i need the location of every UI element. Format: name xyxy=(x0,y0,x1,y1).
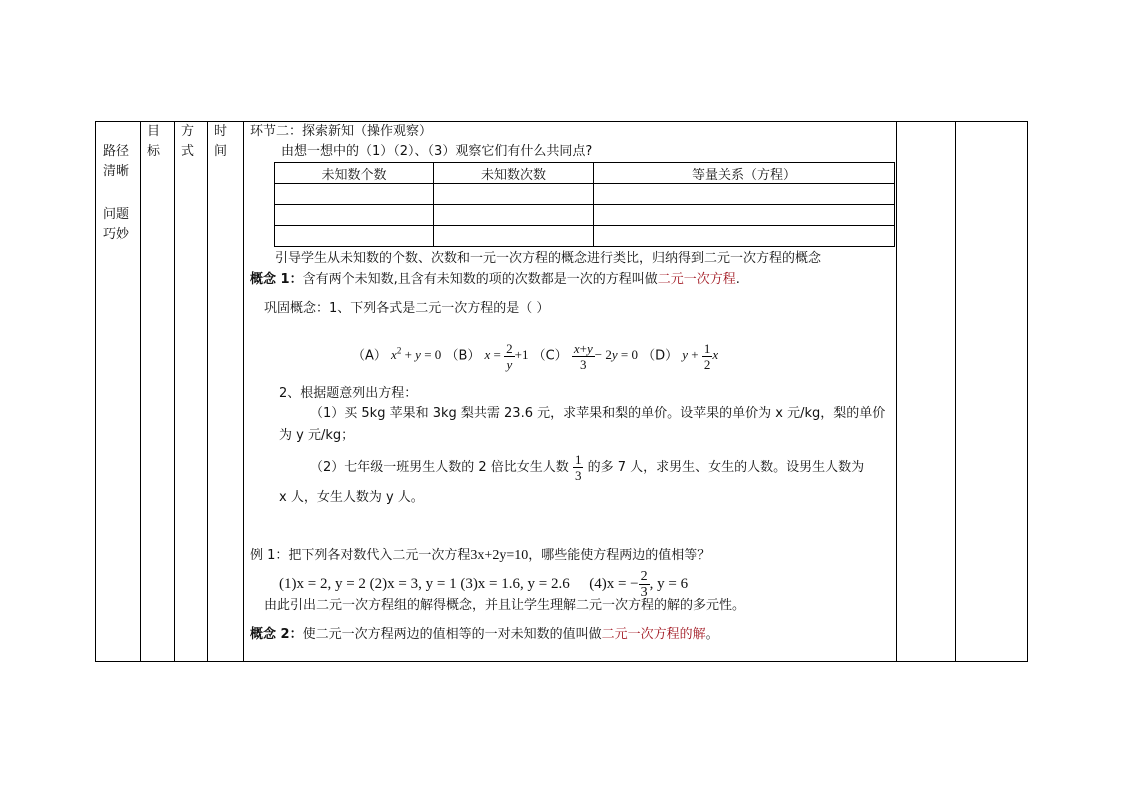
col-border-6 xyxy=(955,121,956,662)
col-border-3 xyxy=(207,121,208,662)
left-col-line3: 问题 xyxy=(103,207,130,222)
q2-2-line2: x 人，女生人数为 y 人。 xyxy=(279,490,424,505)
q2-1-line1: （1）买 5kg 苹果和 3kg 梨共需 23.6 元，求苹果和梨的单价。设苹果的单价为 x 元/kg，梨的单价 xyxy=(310,406,886,421)
obs-cell xyxy=(594,184,895,205)
obs-cell xyxy=(434,226,594,247)
concept1-end: . xyxy=(735,272,740,287)
q2-1-line2: 为 y 元/kg； xyxy=(279,428,355,443)
obs-cell xyxy=(275,226,434,247)
option-d-expr: y + $\frac{1}{2}$ x xyxy=(682,340,719,372)
concept1 xyxy=(250,271,740,289)
goal-header-1: 目 xyxy=(147,124,161,139)
col-border-5 xyxy=(896,121,897,662)
concept2 xyxy=(250,626,719,644)
lead-text: 由此引出二元一次方程组的解得概念，并且让学生理解二元一次方程的解的多元性。 xyxy=(264,598,746,613)
obs-cell xyxy=(594,205,895,226)
concept1-label: 概念 1： xyxy=(250,272,303,287)
example1 xyxy=(250,547,710,565)
options-row xyxy=(352,330,718,372)
section-question: 由想一想中的（1）（2）、（3）观察它们有什么共同点? xyxy=(281,144,593,159)
obs-cell xyxy=(434,184,594,205)
section-title: 环节二：探索新知（操作观察） xyxy=(250,124,433,139)
method-header-1: 方 xyxy=(181,124,195,139)
option-b-label: （B） xyxy=(445,348,481,364)
one-third-fraction: $\frac{1}{3}$ xyxy=(574,452,582,483)
goal-header-2: 标 xyxy=(147,144,161,159)
q2-2-text-b: 的多 7 人，求男生、女生的人数。设男生人数为 xyxy=(587,460,865,475)
table-bottom-border xyxy=(95,661,1028,662)
option-c-expr: $\frac{x+y}{3}$ − 2y = 0 xyxy=(573,340,638,372)
q2-title: 2、根据题意列出方程： xyxy=(279,386,418,401)
left-col-line2: 清晰 xyxy=(103,164,130,179)
option-a-label: （A） xyxy=(352,348,387,364)
concept2-term: 二元一次方程的解 xyxy=(601,627,706,642)
col-border-4 xyxy=(243,121,244,662)
concept2-end: 。 xyxy=(705,627,719,642)
consolidate-text: 巩固概念：1、下列各式是二元一次方程的是（ ） xyxy=(264,301,550,316)
option-c-label: （C） xyxy=(532,348,568,364)
example-label: 例 1： xyxy=(250,548,289,563)
q2-2-line1 xyxy=(310,450,864,486)
option-a-expr: $x^2 + y = 0$ xyxy=(391,346,442,363)
method-header-2: 式 xyxy=(181,144,195,159)
col-border-0 xyxy=(95,121,96,662)
guide-text: 引导学生从未知数的个数、次数和一元一次方程的概念进行类比，归纳得到二元一次方程的概念 xyxy=(275,251,822,266)
concept2-label: 概念 2： xyxy=(250,627,303,642)
table-top-border xyxy=(95,121,1028,122)
q2-2-text-a: （2）七年级一班男生人数的 2 倍比女生人数 xyxy=(310,460,569,475)
pair4-a: (4)x = − xyxy=(589,576,639,592)
left-col-line1: 路径 xyxy=(103,144,130,159)
concept1-text: 含有两个未知数,且含有未知数的项的次数都是一次的方程叫做 xyxy=(302,272,658,287)
example-end: ，哪些能使方程两边的值相等？ xyxy=(528,548,711,563)
option-d-label: （D） xyxy=(642,348,679,364)
obs-header-degree: 未知数次数 xyxy=(434,163,594,184)
obs-header-count: 未知数个数 xyxy=(275,163,434,184)
option-b-expr: x = $\frac{2}{y}$ +1 xyxy=(484,340,529,372)
obs-header-equation: 等量关系（方程） xyxy=(594,163,895,184)
col-border-2 xyxy=(174,121,175,662)
concept2-text: 使二元一次方程两边的值相等的一对未知数的值叫做 xyxy=(302,627,602,642)
obs-cell xyxy=(434,205,594,226)
time-header-2: 间 xyxy=(214,144,228,159)
col-border-7 xyxy=(1027,121,1028,662)
example-equation: 3x+2y=10 xyxy=(470,548,529,563)
time-header-1: 时 xyxy=(214,124,228,139)
observation-table xyxy=(274,162,895,247)
left-col-line4: 巧妙 xyxy=(103,227,130,242)
obs-cell xyxy=(275,184,434,205)
obs-cell xyxy=(594,226,895,247)
two-thirds-fraction: $\frac{2}{3}$ xyxy=(640,569,648,601)
col-border-1 xyxy=(140,121,141,662)
obs-cell xyxy=(275,205,434,226)
example-text: 把下列各对数代入二元一次方程 xyxy=(288,548,471,563)
pairs-1-3: (1)x = 2, y = 2 (2)x = 3, y = 1 (3)x = 1.6, y = 2.6 xyxy=(279,576,570,592)
pair4-b: , y = 6 xyxy=(649,576,689,592)
concept1-term: 二元一次方程 xyxy=(657,272,736,287)
